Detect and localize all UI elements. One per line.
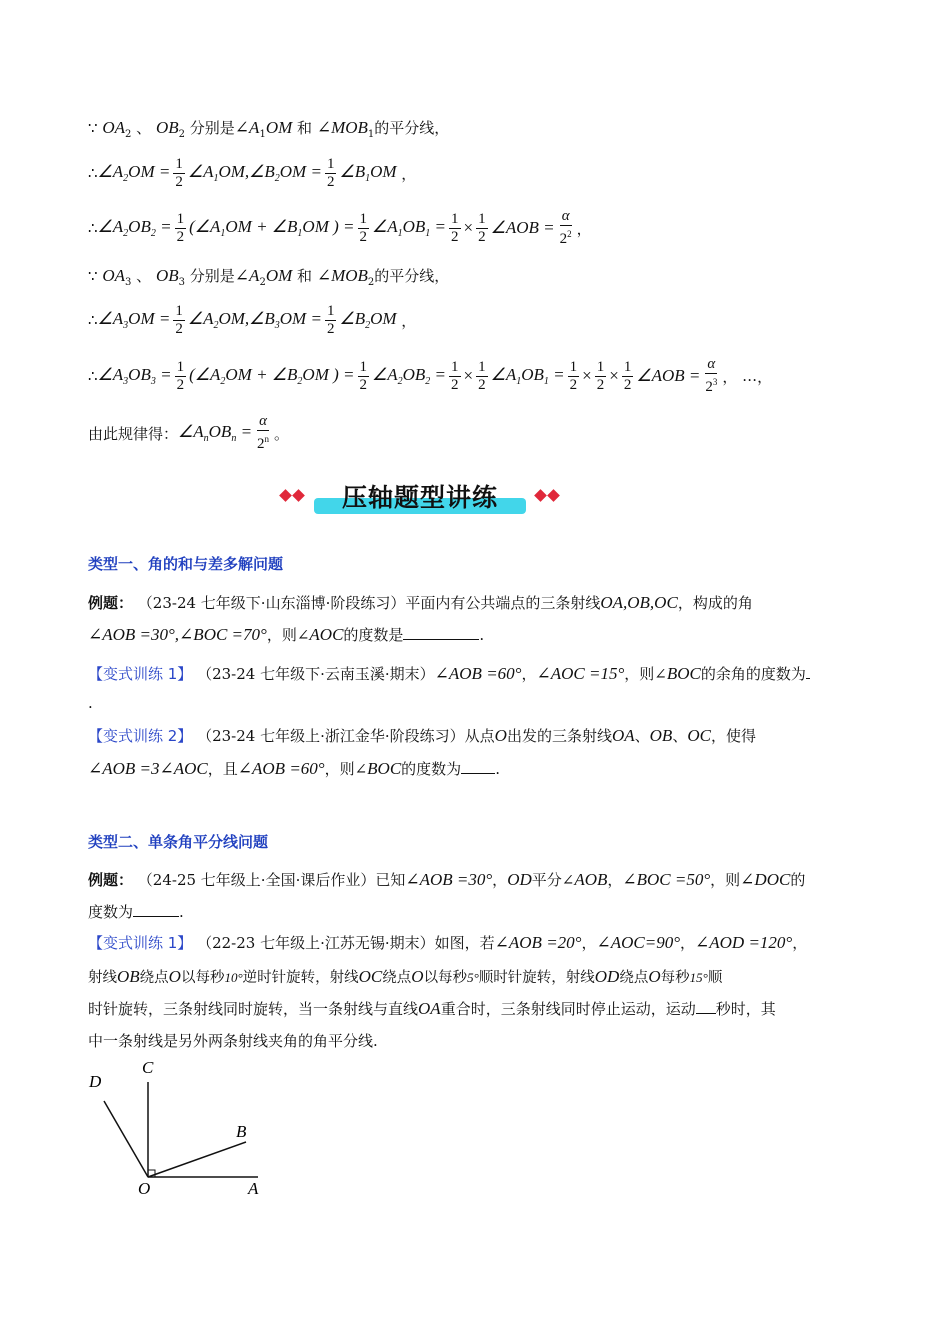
fraction-alpha-2-2: $\frac{\alpha}{2^2}$ bbox=[559, 208, 572, 247]
ray-ob bbox=[148, 1142, 246, 1177]
diamond-icon bbox=[534, 489, 547, 502]
type2-variant1-line2: 射线OB绕点O以每秒10°逆时针旋转，射线OC绕点O以每秒5°顺时针旋转，射线OD绕点O每秒15°顺 bbox=[88, 967, 723, 986]
answer-blank bbox=[403, 625, 479, 640]
ray-od bbox=[104, 1101, 148, 1177]
because-symbol: ∵ bbox=[88, 119, 98, 137]
type1-variant2-line2: ∠AOB =3∠AOC，且∠AOB =60°，则∠BOC的度数为 . bbox=[88, 759, 500, 778]
proof-line-2: ∴ $\angle A_2OM$ = $\frac{1}{2}$ $\angle A_1OM,\angle B_2OM$ = $\frac{1}{2}$ $\angle B_1OM$ ， bbox=[88, 155, 417, 190]
fraction-half: $\frac{1}{2}$ bbox=[478, 358, 486, 393]
fraction-half: $\frac{1}{2}$ bbox=[451, 358, 459, 393]
proof-line-5: ∴ $\angle A_3OM$ = $\frac{1}{2}$ $\angle A_2OM,\angle B_3OM$ = $\frac{1}{2}$ $\angle B_2OM$ ， bbox=[88, 302, 417, 337]
fraction-half: $\frac{1}{2}$ bbox=[326, 155, 335, 190]
answer-blank bbox=[806, 664, 810, 679]
proof-line-3: ∴ $\angle A_2OB_2$ = $\frac{1}{2}$ ($\angle A_1OM$ + $\angle B_1OM$ ) = $\frac{1}{2}$ $\angle A_1OB_1$ = $\frac{1}{2}$ × $\frac{1}{2}$ ∠AOB = $\frac{\alpha}{2^2}$ ， bbox=[88, 208, 592, 247]
label-o: O bbox=[138, 1179, 151, 1198]
angle-diagram bbox=[80, 1056, 280, 1206]
type1-variant2-line1: 【变式训练 2】 （23-24 七年级上·浙江金华·阶段练习）从点O出发的三条射线OA、OB、OC，使得 bbox=[88, 726, 756, 745]
fraction-half: $\frac{1}{2}$ bbox=[176, 210, 185, 245]
type1-heading: 类型一、角的和与差多解问题 bbox=[88, 555, 284, 573]
proof-conclusion: 由此规律得： $\angle A_nOB_n$ = $\frac{\alpha}{2^n}$ 。 bbox=[88, 413, 290, 452]
proof-line-4: ∵ $OA_3$ 、 $OB_3$ 分别是$\angle A_2OM$ 和 $\angle MOB_2$的平分线， bbox=[88, 266, 450, 288]
section-banner bbox=[270, 474, 570, 520]
answer-blank bbox=[133, 902, 179, 917]
diamond-icon bbox=[279, 489, 292, 502]
fraction-half: $\frac{1}{2}$ bbox=[623, 358, 632, 393]
type2-example-line2: 度数为 . bbox=[88, 903, 184, 921]
fraction-half: $\frac{1}{2}$ bbox=[596, 358, 605, 393]
type2-variant1-line3: 时针旋转，三条射线同时旋转，当一条射线与直线OA重合时，三条射线同时停止运动，运动 秒时，其 bbox=[88, 999, 776, 1018]
fraction-half: $\frac{1}{2}$ bbox=[175, 155, 183, 190]
fraction-half: $\frac{1}{2}$ bbox=[176, 358, 185, 393]
fraction-half: $\frac{1}{2}$ bbox=[326, 302, 335, 337]
type1-example-line1: 例题： （23-24 七年级下·山东淄博·阶段练习）平面内有公共端点的三条射线OA,OB,OC，构成的角 bbox=[88, 593, 753, 612]
label-d: D bbox=[89, 1072, 102, 1091]
label-c: C bbox=[142, 1058, 154, 1077]
type2-variant1-line4: 中一条射线是另外两条射线夹角的角平分线. bbox=[88, 1032, 378, 1050]
fraction-half: $\frac{1}{2}$ bbox=[359, 210, 367, 245]
label-a: A bbox=[248, 1179, 259, 1198]
fraction-alpha-2-n: $\frac{\alpha}{2^n}$ bbox=[257, 413, 270, 452]
type2-example-line1: 例题： （24-25 七年级上·全国·课后作业）已知∠AOB =30°，OD平分∠AOB，∠BOC =50°，则∠DOC的 bbox=[88, 870, 806, 889]
fraction-half: $\frac{1}{2}$ bbox=[359, 358, 367, 393]
fraction-half: $\frac{1}{2}$ bbox=[478, 210, 486, 245]
fraction-half: $\frac{1}{2}$ bbox=[451, 210, 459, 245]
answer-blank bbox=[696, 999, 716, 1014]
answer-blank bbox=[461, 759, 495, 774]
proof-line-1: ∵ $OA_2$ 、 $OB_2$ 分别是$\angle A_1OM$ 和 $\angle MOB_1$的平分线， bbox=[88, 118, 450, 140]
proof-line-6: ∴ $\angle A_3OB_3$ = $\frac{1}{2}$ ($\angle A_2OM$ + $\angle B_2OM$ ) = $\frac{1}{2}$ $\angle A_2OB_2$ = $\frac{1}{2}$ × $\frac{1}{2}$ $\angle A_1OB_1$ = $\frac{1}{2}$ × $\frac{1}{2}$ × $\frac{1}{2}$ ∠AOB = $\frac{\alpha}{2^3}$ ， … ， bbox=[88, 356, 773, 395]
label-b: B bbox=[236, 1122, 247, 1141]
fraction-half: $\frac{1}{2}$ bbox=[569, 358, 578, 393]
type1-example-line2: ∠AOB =30°,∠BOC =70°，则∠AOC的度数是 . bbox=[88, 625, 485, 644]
fraction-half: $\frac{1}{2}$ bbox=[175, 302, 183, 337]
type1-variant1-line2: . bbox=[88, 694, 93, 712]
banner-title: 压轴题型讲练 bbox=[341, 483, 498, 512]
type1-variant1-line1: 【变式训练 1】 （23-24 七年级下·云南玉溪·期末）∠AOB =60°，∠AOC =15°，则∠BOC的余角的度数为 bbox=[88, 663, 810, 685]
type2-variant1-line1: 【变式训练 1】 （22-23 七年级上·江苏无锡·期末）如图，若∠AOB =20°，∠AOC=90°，∠AOD =120°， bbox=[88, 933, 808, 952]
fraction-alpha-2-3: $\frac{\alpha}{2^3}$ bbox=[705, 356, 718, 395]
type2-heading: 类型二、单条角平分线问题 bbox=[88, 833, 269, 851]
diamond-icon bbox=[547, 489, 560, 502]
diamond-icon bbox=[292, 489, 305, 502]
